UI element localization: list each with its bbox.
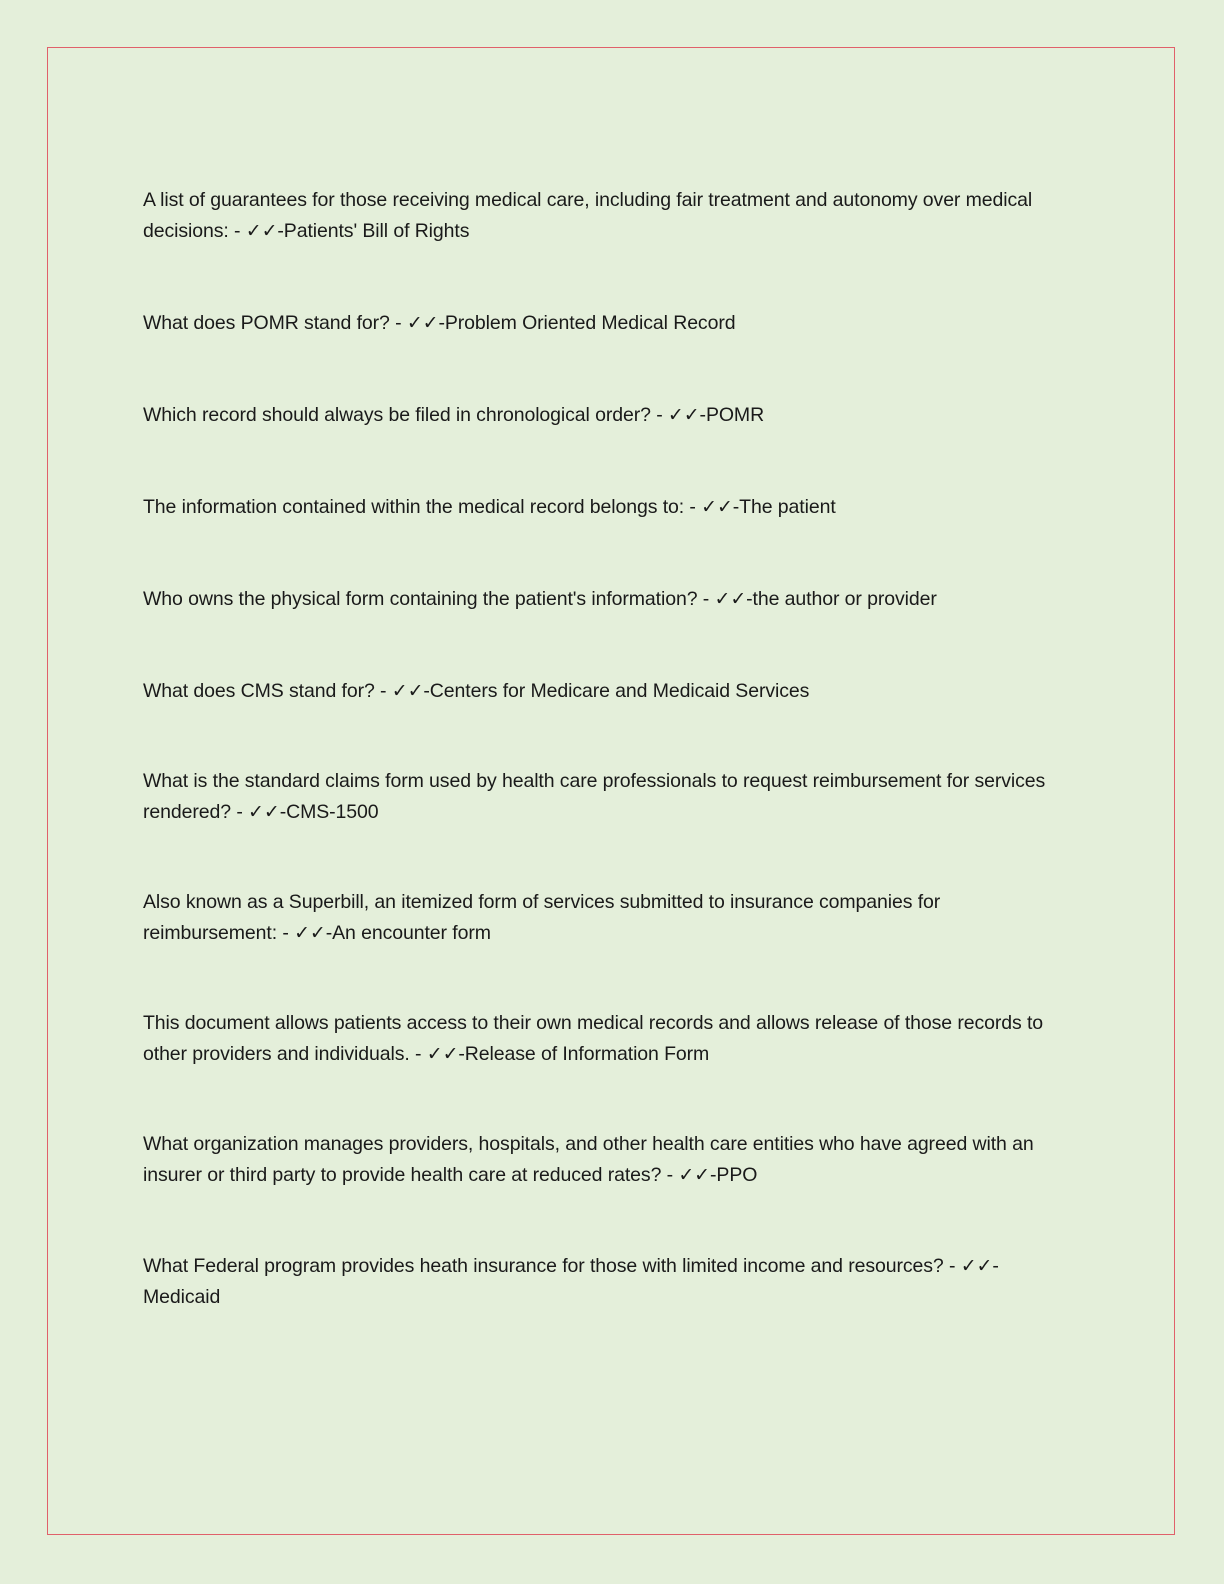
check-icon: ✓✓ [701, 496, 733, 518]
answer-text: the author or provider [752, 588, 937, 610]
answer-prefix: - [699, 404, 706, 426]
qa-item-standard-claims-form [143, 766, 1073, 828]
separator: - [277, 922, 295, 944]
separator: - [389, 312, 407, 334]
check-icon: ✓✓ [245, 220, 278, 242]
answer-prefix: - [325, 922, 333, 944]
answer-text: The patient [739, 496, 836, 518]
question-text: This document allows patients access to their own medical records and allows release of those records to other providers and individuals. [143, 1012, 1044, 1065]
answer-prefix: - [277, 220, 284, 242]
answer-text: CMS-1500 [286, 801, 379, 823]
qa-item-release-of-information [143, 1008, 1073, 1070]
answer-prefix: - [438, 312, 445, 334]
check-icon: ✓✓ [248, 801, 280, 823]
check-icon: ✓✓ [667, 404, 700, 426]
answer-text: Problem Oriented Medical Record [444, 312, 736, 334]
check-icon: ✓✓ [426, 1043, 459, 1065]
answer-prefix: - [423, 680, 430, 702]
separator: - [943, 1255, 961, 1277]
qa-item-record-information-owner [143, 492, 1073, 523]
check-icon: ✓✓ [294, 922, 326, 944]
check-icon: ✓✓ [391, 680, 424, 702]
question-text: Also known as a Superbill, an itemized form of services submitted to insurance companies for reimbursement: [143, 891, 941, 944]
question-text: What does POMR stand for? [143, 312, 390, 334]
separator: - [374, 680, 392, 702]
separator: - [228, 220, 246, 242]
separator: - [684, 496, 702, 518]
check-icon: ✓✓ [714, 588, 747, 610]
qa-item-superbill [143, 887, 1073, 949]
qa-item-medicaid [143, 1251, 1073, 1313]
qa-item-cms-meaning [143, 676, 1073, 707]
check-icon: ✓✓ [406, 312, 439, 334]
question-text: A list of guarantees for those receiving medical care, including fair treatment and autonomy over medical decisions: [143, 189, 1033, 242]
qa-item-patients-bill-of-rights [143, 185, 1073, 247]
question-text: What is the standard claims form used by health care professionals to request reimbursement for services rendered? [143, 770, 1046, 823]
answer-text: Centers for Medicare and Medicaid Services [429, 680, 810, 702]
answer-text: Medicaid [143, 1286, 221, 1308]
answer-prefix: - [279, 801, 287, 823]
question-text: What organization manages providers, hospitals, and other health care entities who have agreed with an insurer or third party to provide health care at reduced rates? [143, 1133, 1034, 1186]
answer-prefix: - [746, 588, 753, 610]
qa-item-ppo [143, 1129, 1073, 1191]
question-text: Who owns the physical form containing the patient's information? [143, 588, 698, 610]
answer-text: Release of Information Form [464, 1043, 710, 1065]
question-text: Which record should always be filed in chronological order? [143, 404, 651, 426]
answer-prefix: - [992, 1255, 999, 1277]
qa-item-physical-form-owner [143, 584, 1073, 615]
separator: - [409, 1043, 427, 1065]
qa-item-pomr-meaning [143, 308, 1073, 339]
check-icon: ✓✓ [678, 1164, 710, 1186]
answer-prefix: - [458, 1043, 465, 1065]
answer-text: POMR [705, 404, 765, 426]
separator: - [661, 1164, 679, 1186]
answer-prefix: - [710, 1164, 717, 1186]
qa-item-chronological-record [143, 400, 1073, 431]
separator: - [650, 404, 668, 426]
answer-prefix: - [732, 496, 740, 518]
question-text: What does CMS stand for? [143, 680, 375, 702]
check-icon: ✓✓ [960, 1255, 993, 1277]
answer-text: PPO [716, 1164, 758, 1186]
answer-text: An encounter form [332, 922, 491, 944]
question-text: The information contained within the medical record belongs to: [143, 496, 685, 518]
separator: - [231, 801, 249, 823]
question-text: What Federal program provides heath insurance for those with limited income and resources? [143, 1255, 944, 1277]
answer-text: Patients' Bill of Rights [283, 220, 470, 242]
separator: - [697, 588, 715, 610]
